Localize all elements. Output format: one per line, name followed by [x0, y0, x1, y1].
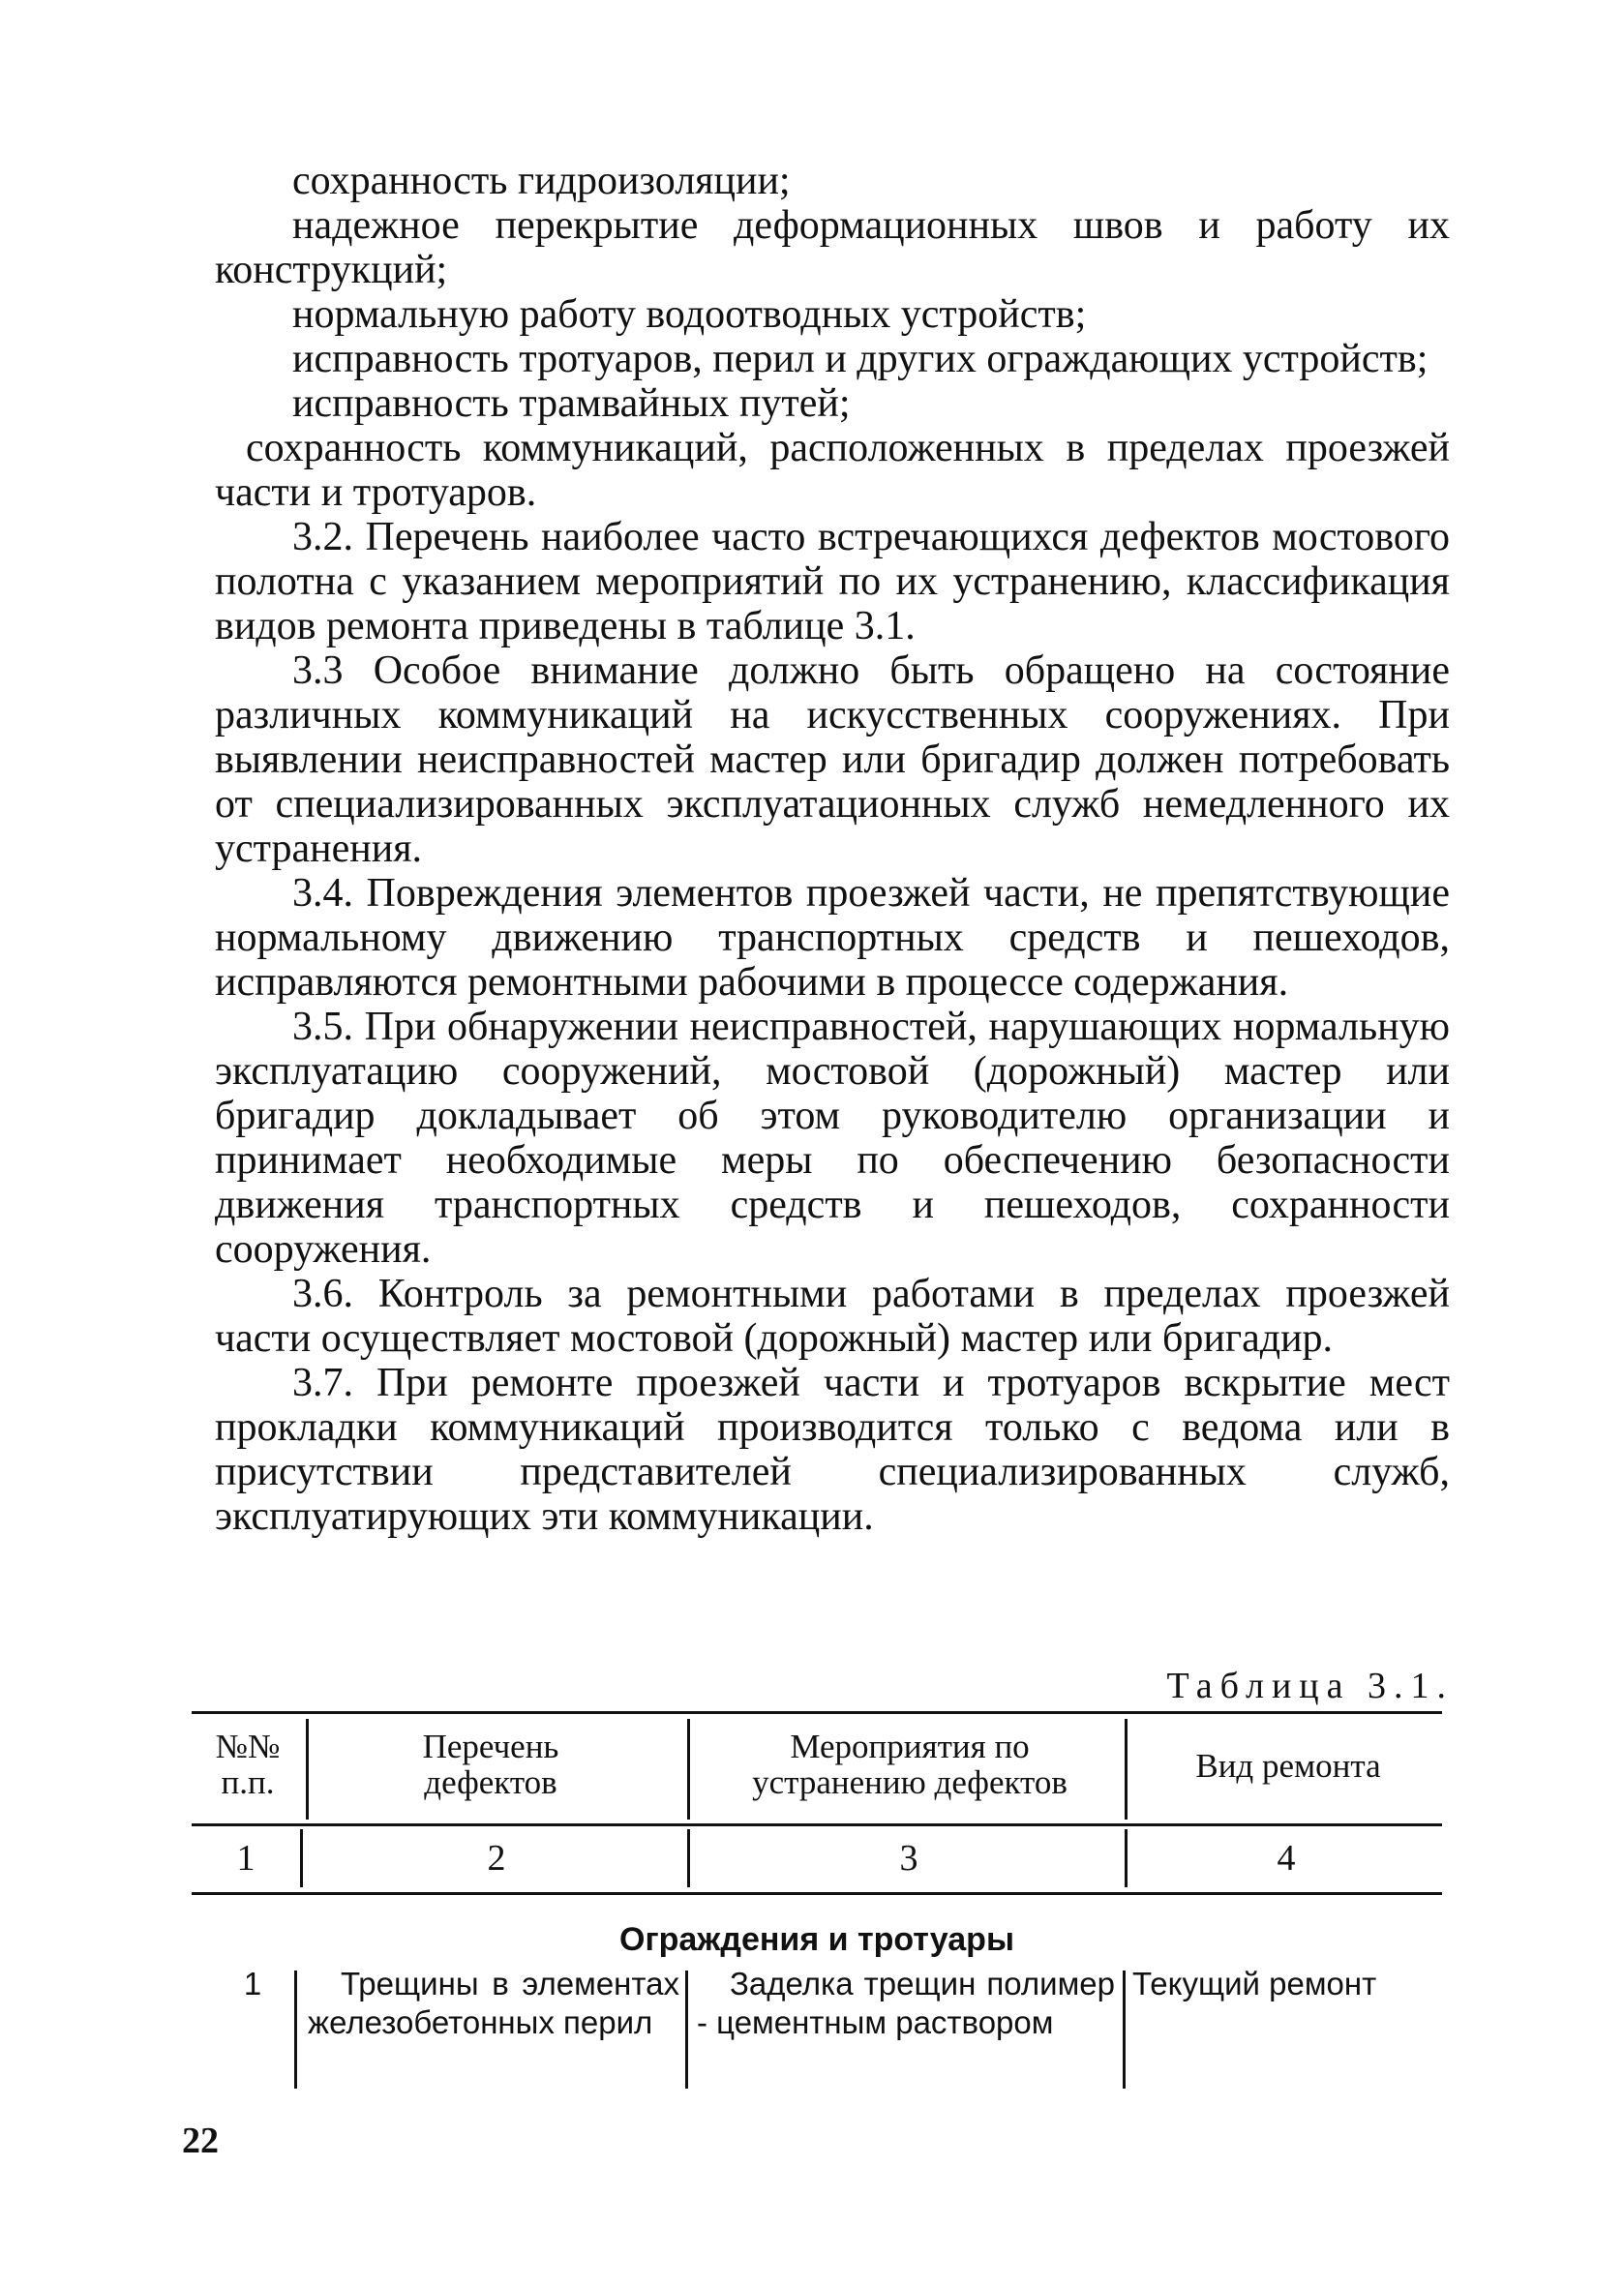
column-divider [685, 1971, 688, 2089]
paragraph: сохранность коммуникаций, расположенных в пределах проезжей части и тротуаров. [215, 426, 1450, 515]
column-divider [1123, 1971, 1126, 2089]
paragraph: 3.7. При ремонте проезжей части и тротуаров вскрытие мест прокладки коммуникаций производится только с ведома или в присутствии представителей специализированных служб, эксплуатирующих эти коммуникации. [215, 1361, 1450, 1539]
column-divider [294, 1971, 297, 2089]
row-number: 1 [243, 1966, 262, 2001]
column-number: 4 [1277, 1838, 1296, 1879]
column-divider [1125, 1829, 1128, 1887]
body-text [215, 159, 1450, 1539]
column-divider [306, 1719, 309, 1820]
table-numbers-rule [192, 1892, 1442, 1895]
header-repair: Вид ремонта [1195, 1747, 1381, 1785]
paragraph: исправность трамвайных путей; [292, 381, 851, 426]
column-number: 1 [236, 1838, 256, 1879]
table-caption: Таблица 3.1. [1166, 1666, 1454, 1706]
column-divider [1125, 1719, 1128, 1820]
paragraph: сохранность гидроизоляции; [292, 159, 791, 203]
column-number: 3 [899, 1838, 918, 1879]
column-divider [687, 1719, 690, 1820]
paragraph: надежное перекрытие деформационных швов и работу их конструкций; [215, 203, 1450, 292]
column-divider [300, 1829, 303, 1887]
column-number: 2 [487, 1838, 506, 1879]
paragraph: нормальную работу водоотводных устройств; [292, 292, 1087, 337]
row-defect: Трещины в элементах железобетонных перил [308, 1966, 679, 2040]
header-number: №№ п.п. [215, 1728, 281, 1801]
paragraph: 3.5. При обнаружении неисправностей, нарушающих нормальную эксплуатацию сооружений, мостовой (дорожный) мастер или бригадир докладывает об этом руководителю организации и принимает необходимые меры по обеспечению безопасности движения транспортных средств и пешеходов, сохранности сооружения. [215, 1005, 1450, 1272]
header-defects: Перечень дефектов [422, 1728, 559, 1801]
paragraph: исправность тротуаров, перил и других ограждающих устройств; [292, 337, 1429, 381]
page-number: 22 [182, 2121, 219, 2161]
column-divider [687, 1829, 690, 1887]
table-section-title: Ограждения и тротуары [619, 1921, 1014, 1958]
table-top-rule [192, 1711, 1442, 1714]
paragraph: 3.6. Контроль за ремонтными работами в пределах проезжей части осуществляет мостовой (дорожный) мастер или бригадир. [215, 1272, 1450, 1361]
header-actions: Мероприятия по устранению дефектов [752, 1728, 1068, 1801]
table-header-rule [192, 1823, 1442, 1826]
paragraph: 3.2. Перечень наиболее часто встречающихся дефектов мостового полотна с указанием мероприятий по их устранению, классификация видов ремонта приведены в таблице 3.1. [215, 515, 1450, 648]
paragraph: 3.3 Особое внимание должно быть обращено на состояние различных коммуникаций на искусственных сооружениях. При выявлении неисправностей мастер или бригадир должен потребовать от специализированных эксплуатационных служб немедленного их устранения. [215, 648, 1450, 871]
row-action: Заделка трещин полимер - цементным раствором [697, 1966, 1115, 2040]
row-repair: Текущий ремонт [1132, 1966, 1377, 2001]
paragraph: 3.4. Повреждения элементов проезжей части, не препятствующие нормальному движению транспортных средств и пешеходов, исправляются ремонтными рабочими в процессе содержания. [215, 871, 1450, 1005]
